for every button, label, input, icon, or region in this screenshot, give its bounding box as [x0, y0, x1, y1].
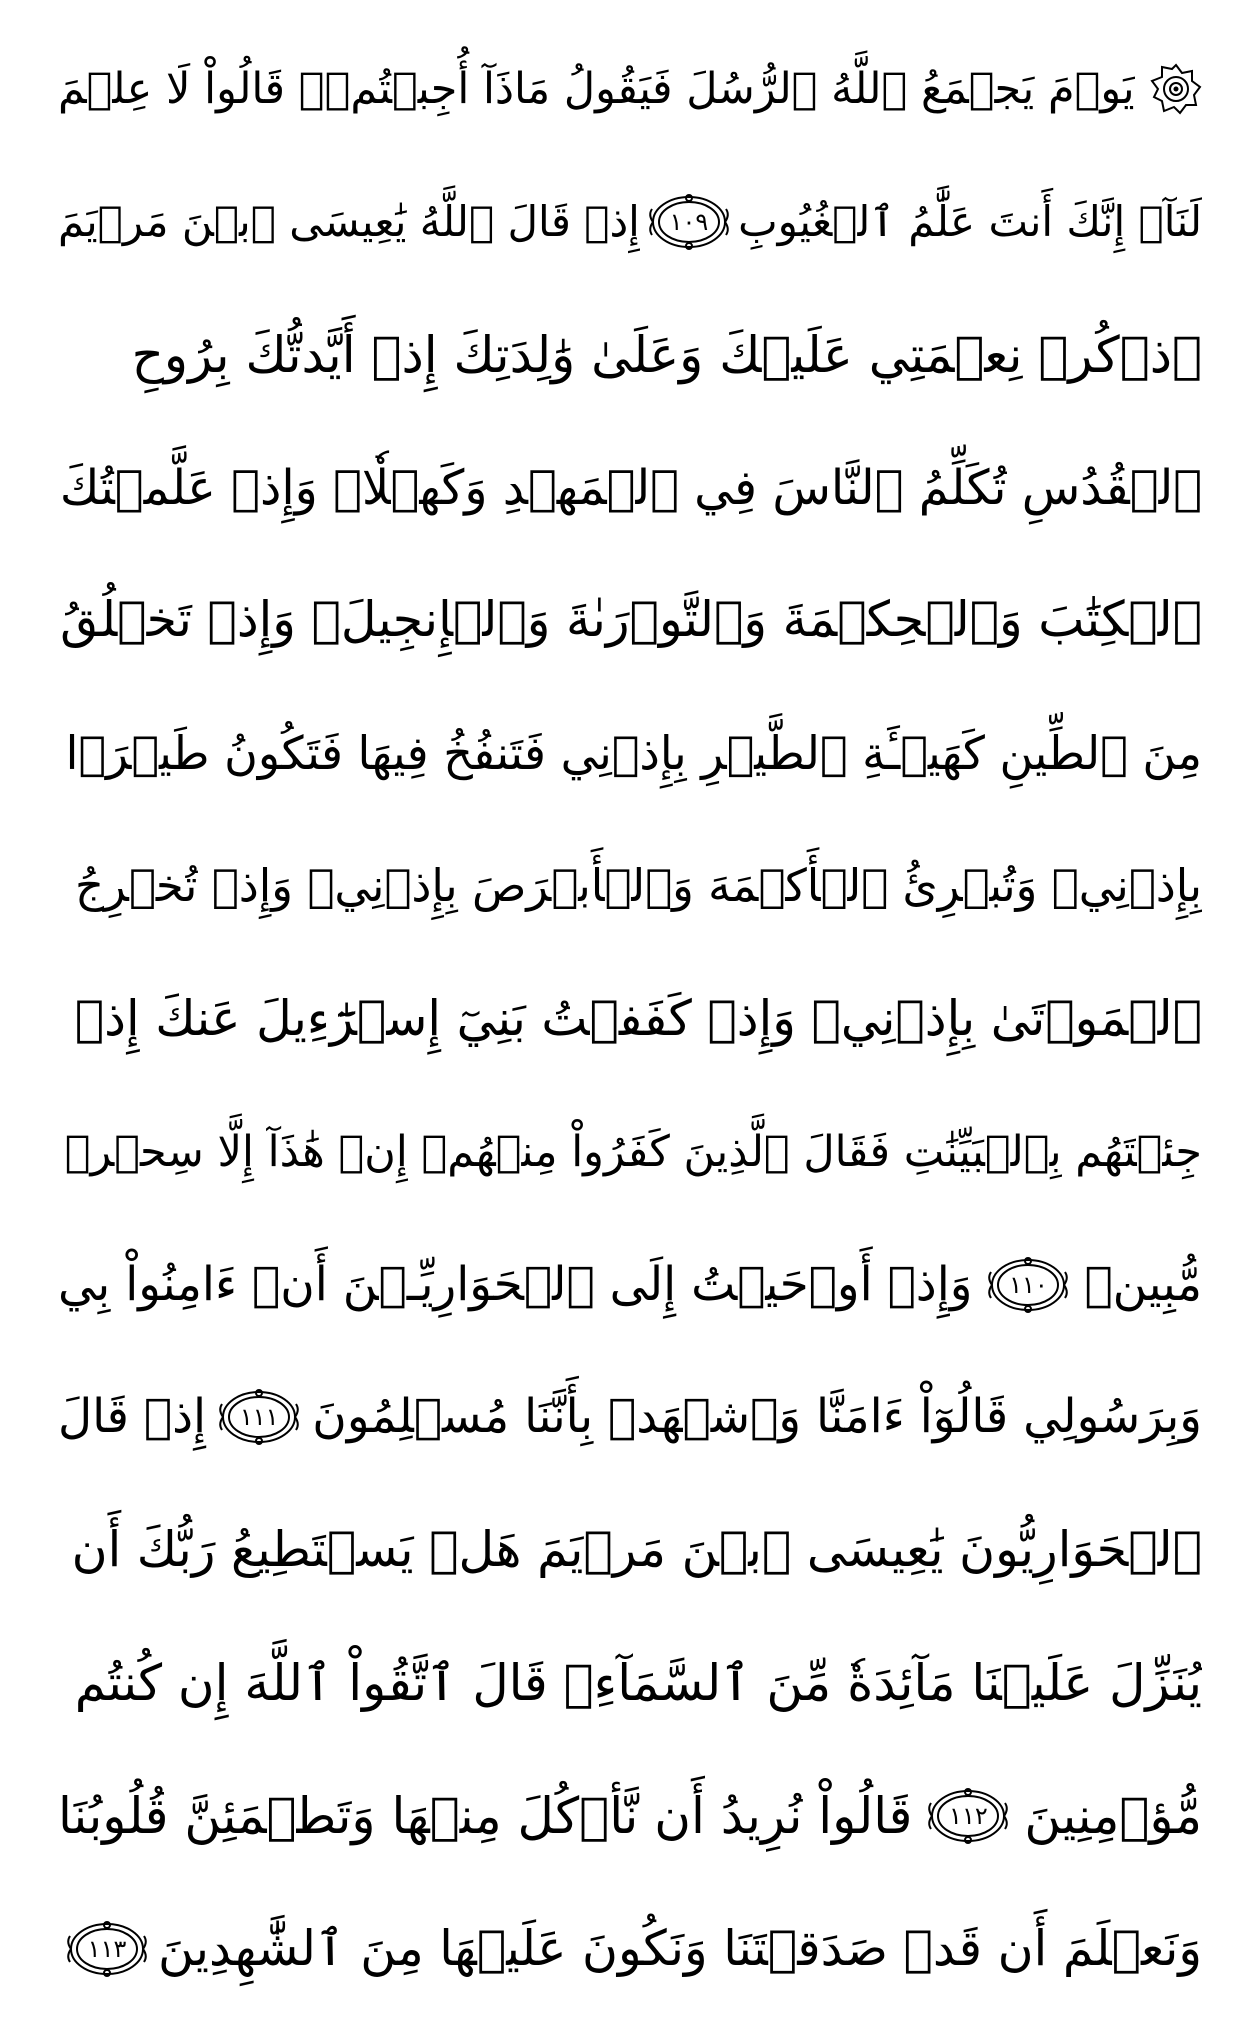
text-line-8: [58, 968, 1202, 1070]
text-line-9: [58, 1101, 1202, 1203]
text-line-5: [58, 569, 1202, 671]
line-text: ٱلۡحَوَارِيُّونَ يَٰعِيسَى ٱبۡنَ مَرۡيَمَ هَلۡ يَسۡتَطِيعُ رَبُّكَ أَن: [71, 1521, 1202, 1579]
ayah-number: ١٠٩: [669, 207, 709, 236]
line-text: يَوۡمَ يَجۡمَعُ ٱللَّهُ ٱلرُّسُلَ فَيَقُولُ مَاذَآ أُجِبۡتُمۡۖ قَالُواْ لَا عِلۡمَ: [58, 64, 1135, 114]
line-text: لَنَآۖ إِنَّكَ أَنتَ عَلَّٰمُ ٱلۡغُيُوبِ: [738, 196, 1202, 246]
hizb-marker-icon: [1150, 63, 1202, 115]
line-text: ٱلۡقُدُسِ تُكَلِّمُ ٱلنَّاسَ فِي ٱلۡمَهۡدِ وَكَهۡلٗاۖ وَإِذۡ عَلَّمۡتُكَ: [59, 459, 1202, 516]
text-line-3: [58, 304, 1202, 406]
line-text: وَنَعۡلَمَ أَن قَدۡ صَدَقۡتَنَا وَنَكُونَ عَلَيۡهَا مِنَ ٱلشَّٰهِدِينَ: [158, 1919, 1202, 1977]
text-line-15: [58, 1898, 1202, 2000]
text-line-7: [58, 835, 1202, 937]
line-text: بِإِذۡنِيۖ وَتُبۡرِئُ ٱلۡأَكۡمَهَ وَٱلۡأَبۡرَصَ بِإِذۡنِيۖ وَإِذۡ تُخۡرِجُ: [75, 859, 1202, 913]
line-text: قَالُواْ نُرِيدُ أَن نَّأۡكُلَ مِنۡهَا وَتَطۡمَئِنَّ قُلُوبُنَا: [58, 1786, 913, 1845]
line-text: جِئۡتَهُم بِٱلۡبَيِّنَٰتِ فَقَالَ ٱلَّذِينَ كَفَرُواْ مِنۡهُمۡ إِنۡ هَٰذَآ إِلَّا سِحۡرٞ: [64, 1126, 1202, 1177]
ayah-number: ١١٢: [949, 1801, 988, 1830]
line-text: مُّبِينٞ: [1084, 1256, 1202, 1312]
ayah-number: ١١٣: [87, 1934, 127, 1963]
text-line-2: [58, 171, 1202, 273]
ayah-end-marker: [925, 1785, 1011, 1847]
text-line-12: [58, 1499, 1202, 1601]
line-text: وَإِذۡ أَوۡحَيۡتُ إِلَى ٱلۡحَوَارِيِّـۧنَ أَنۡ ءَامِنُواْ بِي: [58, 1256, 973, 1312]
text-line-13: [58, 1632, 1202, 1734]
line-text: وَبِرَسُولِي قَالُوٓاْ ءَامَنَّا وَٱشۡهَدۡ بِأَنَّنَا مُسۡلِمُونَ: [312, 1389, 1202, 1445]
text-block: [58, 38, 1202, 2000]
text-line-10: [58, 1234, 1202, 1336]
ayah-end-marker: [985, 1254, 1071, 1316]
line-text: ٱذۡكُرۡ نِعۡمَتِي عَلَيۡكَ وَعَلَىٰ وَٰلِدَتِكَ إِذۡ أَيَّدتُّكَ بِرُوحِ: [131, 325, 1202, 384]
text-line-1: [58, 38, 1202, 140]
ayah-number: ١١١: [239, 1403, 279, 1432]
text-line-11: [58, 1366, 1202, 1468]
text-line-6: [58, 702, 1202, 804]
text-line-14: [58, 1765, 1202, 1867]
ayah-end-marker: [216, 1386, 302, 1448]
line-text: مِنَ ٱلطِّينِ كَهَيۡـَٔةِ ٱلطَّيۡرِ بِإِذۡنِي فَتَنفُخُ فِيهَا فَتَكُونُ طَيۡرَۢا: [65, 726, 1202, 781]
ayah-number: ١١٠: [1009, 1270, 1048, 1299]
line-text: إِذۡ قَالَ ٱللَّهُ يَٰعِيسَى ٱبۡنَ مَرۡيَمَ: [58, 196, 640, 246]
ayah-end-marker: [64, 1918, 150, 1980]
line-text: إِذۡ قَالَ: [58, 1389, 207, 1445]
line-text: مُّؤۡمِنِينَ: [1024, 1786, 1202, 1845]
line-text: يُنَزِّلَ عَلَيۡنَا مَآئِدَةٗ مِّنَ ٱلسَّمَآءِۖ قَالَ ٱتَّقُواْ ٱللَّهَ إِن كُنتُم: [74, 1654, 1202, 1713]
text-line-4: [58, 437, 1202, 539]
line-text: ٱلۡكِتَٰبَ وَٱلۡحِكۡمَةَ وَٱلتَّوۡرَىٰةَ وَٱلۡإِنجِيلَۖ وَإِذۡ تَخۡلُقُ: [60, 591, 1202, 649]
ayah-end-marker: [646, 191, 732, 253]
line-text: ٱلۡمَوۡتَىٰ بِإِذۡنِيۖ وَإِذۡ كَفَفۡتُ بَنِيٓ إِسۡرَٰٓءِيلَ عَنكَ إِذۡ: [74, 989, 1202, 1047]
